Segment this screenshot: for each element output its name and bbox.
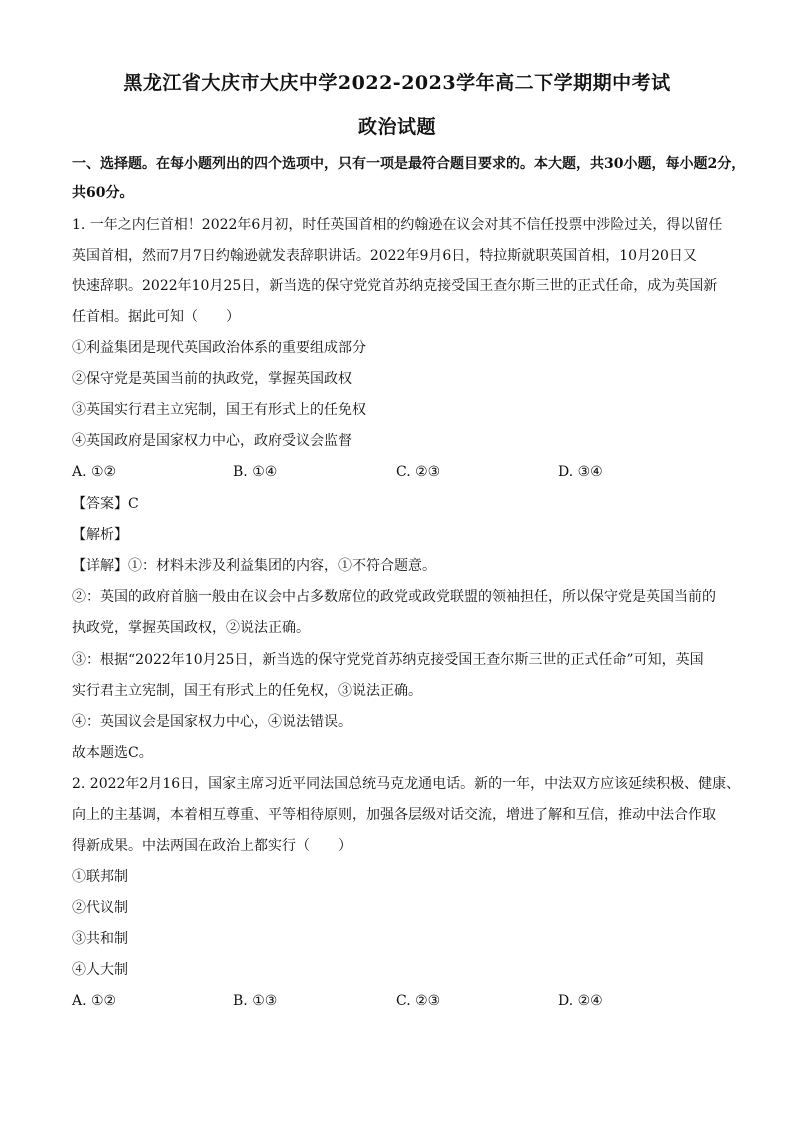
q1-detail-line-3: 执政党，掌握英国政权，②说法正确。 [72,620,310,636]
q1-stem-line-4: 任首相。据此可知（ ） [72,309,240,325]
q1-detail-line-5: 实行君主立宪制，国王有形式上的任免权，③说法正确。 [72,683,422,699]
q1-option-d: D. ③④ [558,464,603,480]
q1-statement-2: ②保守党是英国当前的执政党，掌握英国政权 [72,371,352,387]
q1-answer: 【答案】C [72,496,139,512]
q2-statement-4: ④人大制 [72,962,128,978]
q1-stem-line-3: 快速辞职。2022年10月25日，新当选的保守党党首苏纳克接受国王查尔斯三世的正式任命，成为英国新 [72,278,718,294]
q2-statement-1: ①联邦制 [72,869,128,885]
q2-statement-3: ③共和制 [72,931,128,947]
q1-statement-4: ④英国政府是国家权力中心，政府受议会监督 [72,433,352,449]
document-title: 黑龙江省大庆市大庆中学2022-2023学年高二下学期期中考试 [123,72,671,94]
q1-detail-line-6: ④：英国议会是国家权力中心，④说法错误。 [72,714,352,730]
q1-option-b: B. ①④ [233,464,278,480]
q2-option-d: D. ②④ [558,993,603,1009]
q1-statement-3: ③英国实行君主立宪制，国王有形式上的任免权 [72,402,366,418]
q2-option-a: A. ①② [72,993,117,1009]
q1-option-a: A. ①② [72,464,117,480]
q2-option-c: C. ②③ [396,993,441,1009]
section-instructions-line-1: 一、选择题。在每小题列出的四个选项中，只有一项是最符合题目要求的。本大题，共30小题，每小题2分， [72,156,746,172]
q1-option-c: C. ②③ [396,464,441,480]
q1-stem-line-2: 英国首相，然而7月7日约翰逊就发表辞职讲话。2022年9月6日，特拉斯就职英国首相，10月20日又 [72,248,697,264]
q1-detail-line-7: 故本题选C。 [72,745,153,761]
section-instructions-line-2: 共60分。 [72,185,134,201]
q1-detail-line-2: ②：英国的政府首脑一般由在议会中占多数席位的政党或政党联盟的领袖担任，所以保守党是英国当前的 [72,589,716,605]
q2-stem-line-3: 得新成果。中法两国在政治上都实行（ ） [72,838,352,854]
q1-detail-line-4: ③：根据“2022年10月25日，新当选的保守党党首苏纳克接受国王查尔斯三世的正式任命”可知，英国 [72,652,704,668]
q1-analysis-label: 【解析】 [72,527,128,543]
document-subtitle: 政治试题 [357,116,436,138]
q1-statement-1: ①利益集团是现代英国政治体系的重要组成部分 [72,340,366,356]
q2-statement-2: ②代议制 [72,900,128,916]
q1-detail-line-1: 【详解】①：材料未涉及利益集团的内容，①不符合题意。 [72,558,436,574]
q1-stem-line-1: 1. 一年之内仨首相！2022年6月初，时任英国首相的约翰逊在议会对其不信任投票中涉险过关，得以留任 [72,217,723,233]
q2-stem-line-1: 2. 2022年2月16日，国家主席习近平同法国总统马克龙通电话。新的一年，中法双方应该延续积极、健康、 [72,776,741,792]
q2-option-b: B. ①③ [233,993,278,1009]
q2-stem-line-2: 向上的主基调，本着相互尊重、平等相待原则，加强各层级对话交流，增进了解和互信，推动中法合作取 [72,807,716,823]
